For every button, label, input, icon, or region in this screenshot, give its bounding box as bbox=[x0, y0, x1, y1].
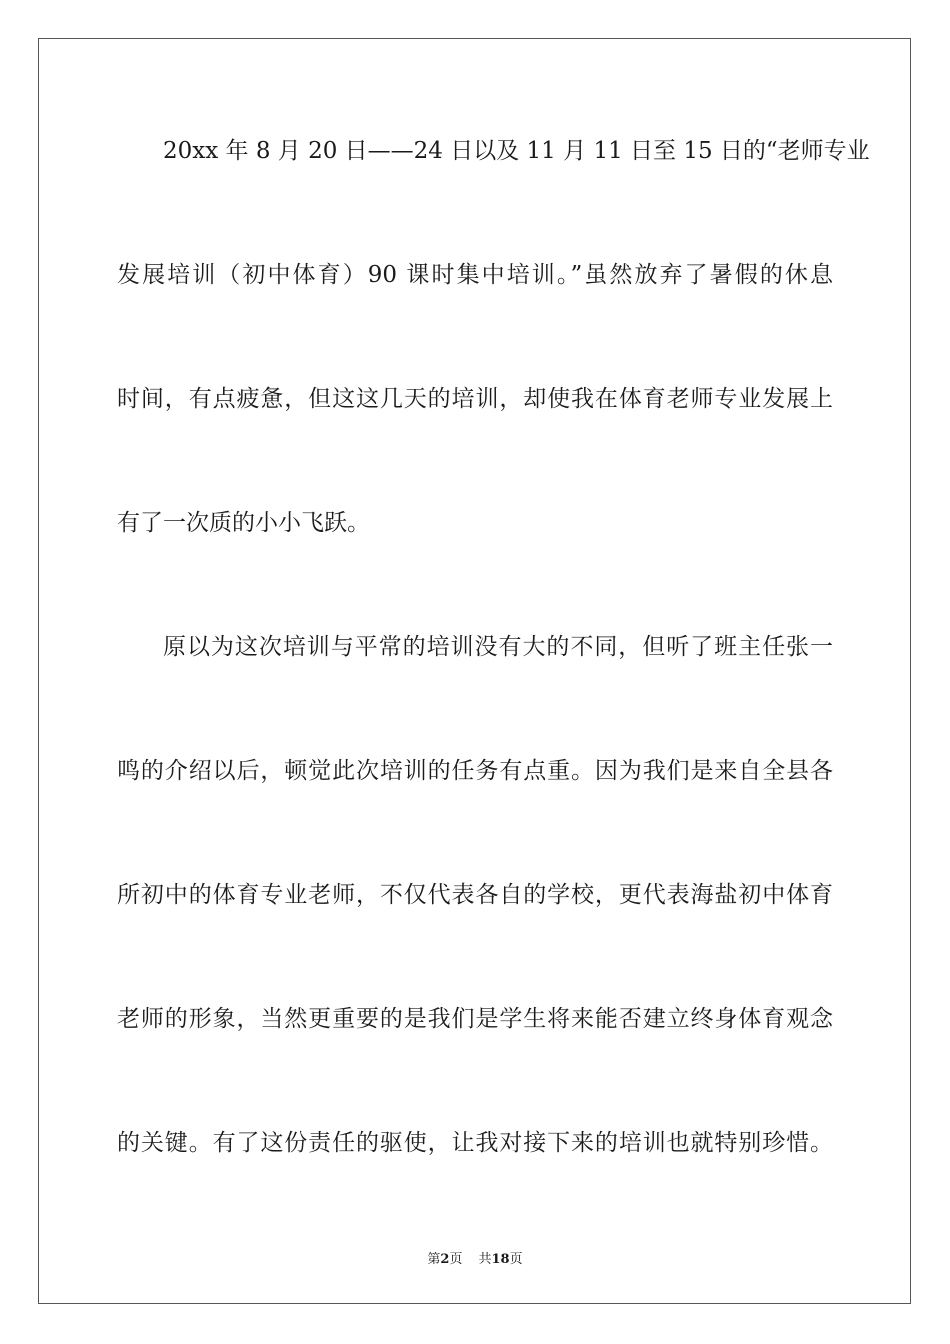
page-prefix: 第 bbox=[427, 1252, 441, 1267]
paragraph-2-line-3: 所初中的体育专业老师，不仅代表各自的学校，更代表海盐初中体育 bbox=[117, 882, 833, 908]
total-suffix: 页 bbox=[509, 1252, 523, 1267]
total-pages: 18 bbox=[491, 1252, 510, 1267]
paragraph-1-line-1: 20xx 年 8 月 20 日——24 日以及 11 月 11 日至 15 日的“老师专业 bbox=[163, 138, 870, 164]
paragraph-2-line-2: 鸣的介绍以后，顿觉此次培训的任务有点重。因为我们是来自全县各 bbox=[117, 758, 833, 784]
total-prefix: 共 bbox=[478, 1252, 492, 1267]
page-suffix: 页 bbox=[449, 1252, 463, 1267]
paragraph-1-line-2: 发展培训（初中体育）90 课时集中培训。”虽然放弃了暑假的休息 bbox=[117, 262, 833, 288]
paragraph-1-line-3: 时间，有点疲惫，但这这几天的培训，却使我在体育老师专业发展上 bbox=[117, 386, 833, 412]
paragraph-2-line-1: 原以为这次培训与平常的培训没有大的不同，但听了班主任张一 bbox=[163, 634, 833, 660]
paragraph-2-line-4: 老师的形象，当然更重要的是我们是学生将来能否建立终身体育观念 bbox=[117, 1006, 833, 1032]
paragraph-2-line-5: 的关键。有了这份责任的驱使，让我对接下来的培训也就特别珍惜。 bbox=[117, 1130, 833, 1156]
page-border bbox=[38, 38, 911, 1304]
page-number: 2 bbox=[440, 1252, 450, 1267]
page-footer bbox=[0, 1248, 950, 1267]
paragraph-1-line-4: 有了一次质的小小飞跃。 bbox=[117, 510, 370, 536]
